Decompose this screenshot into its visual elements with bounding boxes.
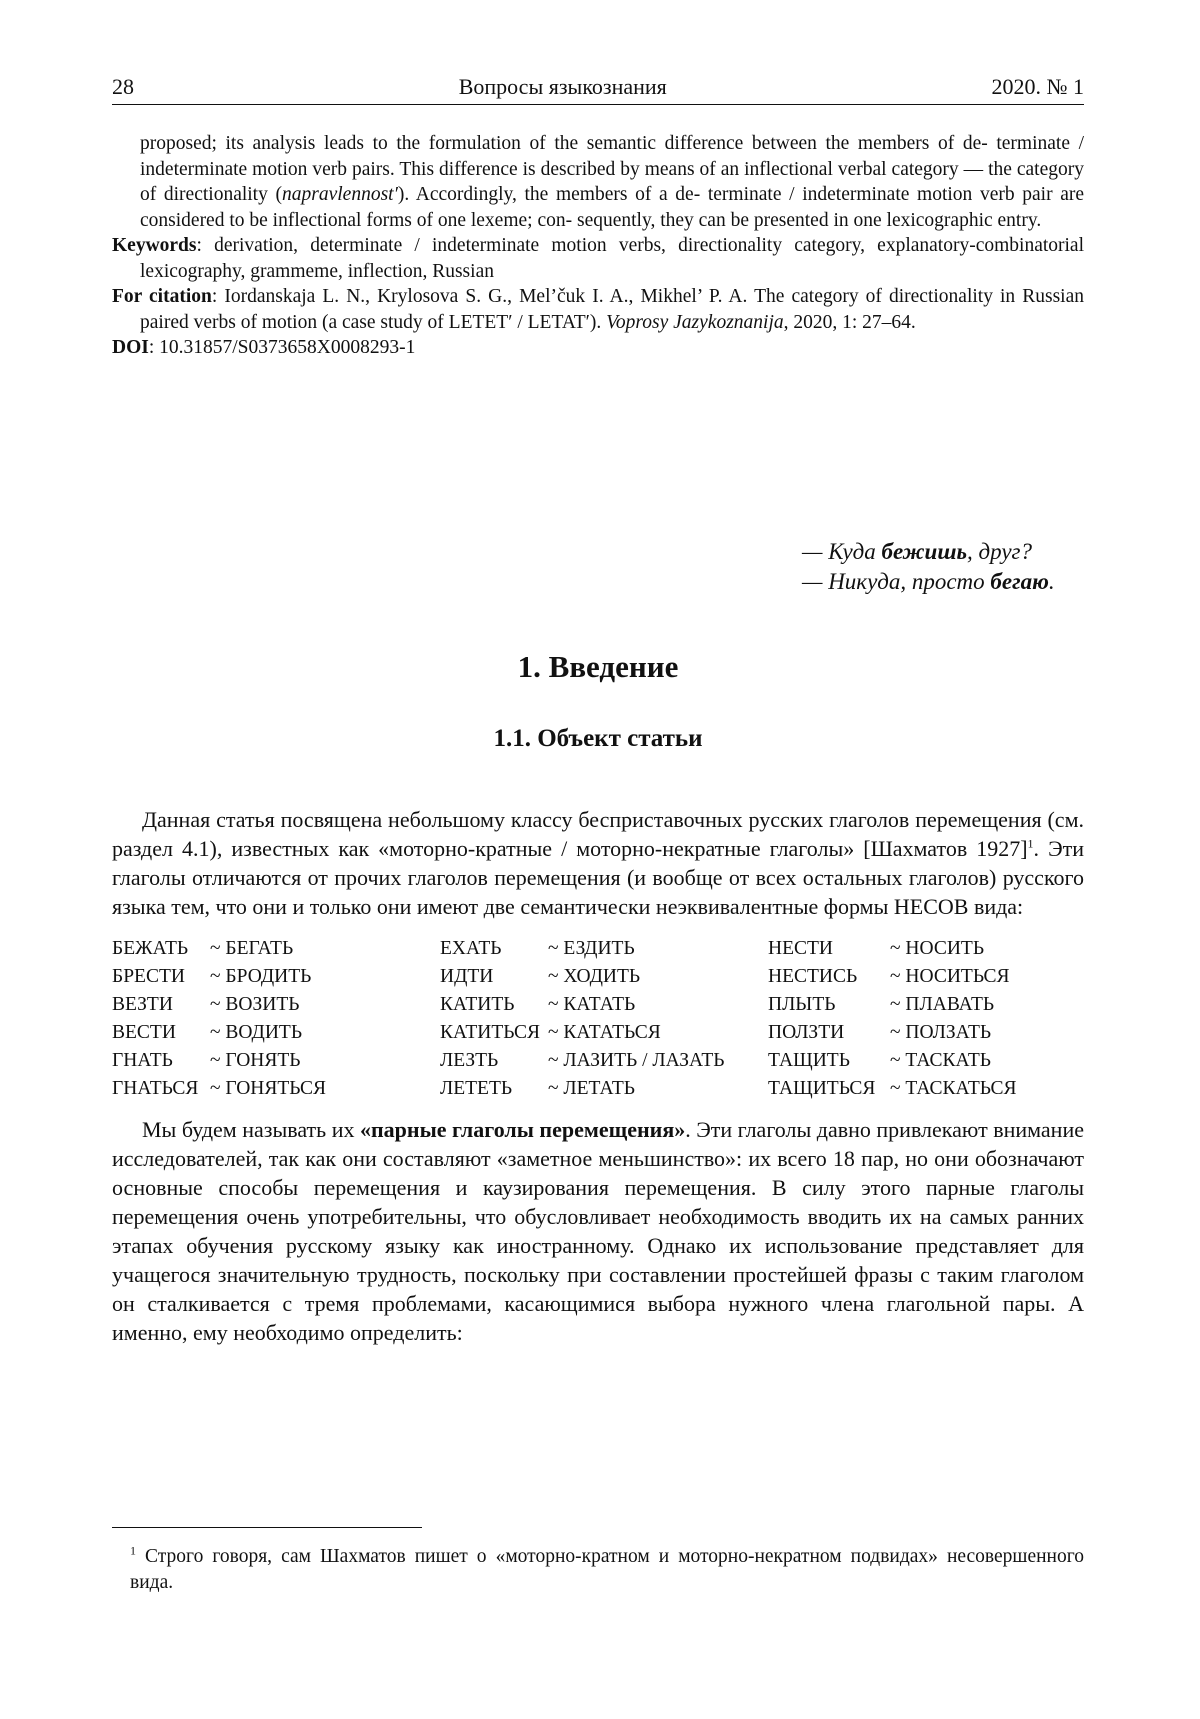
determinate-verb: БЕЖАТЬ bbox=[112, 937, 189, 959]
page-number: 28 bbox=[112, 74, 134, 99]
verb-pair bbox=[440, 963, 724, 991]
indeterminate-verb: ~ ЛЕТАТЬ bbox=[548, 1077, 635, 1099]
section-title: 1. Введение bbox=[517, 648, 679, 684]
citation-journal: Voprosy Jazykoznanija bbox=[606, 311, 784, 333]
indeterminate-verb: ~ ПЛАВАТЬ bbox=[890, 993, 995, 1015]
issue-number: 2020. № 1 bbox=[991, 74, 1084, 99]
doi bbox=[112, 335, 1084, 361]
determinate-verb: ЛЕТЕТЬ bbox=[440, 1077, 513, 1099]
verb-pair bbox=[440, 935, 724, 963]
verb-pair bbox=[440, 1075, 724, 1103]
indeterminate-verb: ~ ЕЗДИТЬ bbox=[548, 937, 635, 959]
determinate-verb: ТАЩИТЬ bbox=[768, 1049, 850, 1071]
citation bbox=[112, 284, 1084, 335]
indeterminate-verb: ~ ВОДИТЬ bbox=[210, 1021, 303, 1043]
indeterminate-verb: ~ ХОДИТЬ bbox=[548, 965, 641, 987]
verb-pair bbox=[768, 991, 1017, 1019]
verb-pair bbox=[768, 1075, 1017, 1103]
page bbox=[112, 74, 1084, 1347]
indeterminate-verb: ~ БРОДИТЬ bbox=[210, 965, 312, 987]
indeterminate-verb: ~ ТАСКАТЬСЯ bbox=[890, 1077, 1017, 1099]
determinate-verb: ТАЩИТЬСЯ bbox=[768, 1077, 876, 1099]
determinate-verb: КАТИТЬСЯ bbox=[440, 1021, 541, 1043]
subsection-title: 1.1. Объект статьи bbox=[493, 724, 703, 752]
paragraph-2: Мы будем называть их «парные глаголы перемещения». Эти глаголы давно привлекают внимание исследователей, так как они составляют «заметное меньшинство»: их всего 18 пар, но они обозначают основные способы перемещения и каузирования перемещения. В силу этого парные глаголы перемещения очень употребительны, что обусловливает необходимость вводить их на самых ранних этапах обучения русскому языку как иностранному. Однако их использование представляет для учащегося значительную трудность, поскольку при составлении простейшей фразы с таким глаголом он сталкивается с тремя проблемами, касающимися выбора нужного члена глагольной пары. А именно, ему необходимо определить: bbox=[112, 1116, 1084, 1345]
verb-column-3 bbox=[768, 935, 1017, 1103]
term-highlight: «парные глаголы перемещения» bbox=[359, 1116, 686, 1142]
footnote-text: Строго говоря, сам Шахматов пишет о «моторно-кратном и моторно-некратном подвидах» несовершенного вида. bbox=[130, 1546, 1084, 1593]
determinate-verb: КАТИТЬ bbox=[440, 993, 515, 1015]
verb-pair bbox=[768, 963, 1017, 991]
verb-pair bbox=[112, 963, 326, 991]
epigraph-line-2: — Никуда, просто бегаю. bbox=[802, 568, 1055, 594]
epigraph-line-1: — Куда бежишь, друг? bbox=[802, 538, 1033, 564]
running-header bbox=[112, 74, 1084, 105]
citation-tail: , 2020, 1: 27–64. bbox=[783, 311, 916, 333]
indeterminate-verb: ~ ВОЗИТЬ bbox=[210, 993, 300, 1015]
determinate-verb: ВЕЗТИ bbox=[112, 993, 173, 1015]
epigraph bbox=[802, 537, 1084, 597]
abstract-block bbox=[112, 131, 1084, 361]
journal-title: Вопросы языкознания bbox=[458, 74, 667, 99]
determinate-verb: ПЛЫТЬ bbox=[768, 993, 836, 1015]
paragraph-1: Данная статья посвящена небольшому классу бесприставочных русских глаголов перемещения (см. раздел 4.1), известных как «моторно-кратные / моторно-некратные глаголы» [Шахматов 1927]$^1$. Эти глаголы отличаются от прочих глаголов перемещения (и вообще от всех остальных глаголов) русского языка тем, что они и только они имеют две семантически неэквивалентные формы НЕСОВ вида: bbox=[112, 806, 1084, 919]
verb-pairs-list bbox=[112, 935, 1084, 1105]
verb-pair bbox=[112, 991, 326, 1019]
indeterminate-verb: ~ НОСИТЬ bbox=[890, 937, 985, 959]
determinate-verb: НЕСТИСЬ bbox=[768, 965, 858, 987]
keywords-label: Keywords bbox=[112, 235, 197, 256]
keywords-text: : derivation, determinate / indeterminate motion verbs, directionality category, explanatory-combinatorial lexicography, grammeme, inflection, Russian bbox=[140, 235, 1084, 282]
footnote bbox=[112, 1544, 1084, 1596]
indeterminate-verb: ~ ПОЛЗАТЬ bbox=[890, 1021, 992, 1043]
verb-column-1 bbox=[112, 935, 326, 1103]
determinate-verb: ГНАТЬСЯ bbox=[112, 1077, 199, 1099]
indeterminate-verb: ~ ЛАЗИТЬ / ЛАЗАТЬ bbox=[548, 1049, 725, 1071]
keywords bbox=[112, 233, 1084, 284]
citation-label: For citation bbox=[112, 286, 212, 307]
indeterminate-verb: ~ КАТАТЬСЯ bbox=[548, 1021, 661, 1043]
verb-pair bbox=[768, 1047, 1017, 1075]
verb-pair bbox=[112, 935, 326, 963]
abstract-continuation: proposed; its analysis leads to the formulation of the semantic difference between the members of de- terminate / indeterminate motion verb pairs. This difference is described by means of an inflectional verbal category — the category of directionality (napravlennost′). Accordingly, the members of a de- terminate / indeterminate motion verb pair are considered to be inflectional forms of one lexeme; con- sequently, they can be presented in one lexicographic entry. bbox=[140, 133, 1085, 231]
verb-pair bbox=[112, 1019, 326, 1047]
determinate-verb: ГНАТЬ bbox=[112, 1049, 173, 1071]
indeterminate-verb: ~ ГОНЯТЬСЯ bbox=[210, 1077, 327, 1099]
verb-pair bbox=[768, 935, 1017, 963]
determinate-verb: БРЕСТИ bbox=[112, 965, 185, 987]
verb-pair bbox=[440, 991, 724, 1019]
indeterminate-verb: ~ ГОНЯТЬ bbox=[210, 1049, 301, 1071]
determinate-verb: ЛЕЗТЬ bbox=[440, 1049, 499, 1071]
footnote-ref[interactable]: 1 bbox=[1027, 836, 1034, 851]
determinate-verb: ПОЛЗТИ bbox=[768, 1021, 845, 1043]
verb-pair bbox=[768, 1019, 1017, 1047]
verb-pair bbox=[440, 1019, 724, 1047]
determinate-verb: ВЕСТИ bbox=[112, 1021, 176, 1043]
verb-pair bbox=[112, 1047, 326, 1075]
determinate-verb: НЕСТИ bbox=[768, 937, 833, 959]
footnote-marker: 1 bbox=[130, 1543, 136, 1558]
determinate-verb: ИДТИ bbox=[440, 965, 494, 987]
citation-text: : Iordanskaja L. N., Krylosova S. G., Mel’čuk I. A., Mikhel’ P. A. The category of directionality in Russian paired verbs of motion (a case study of LETET′ / LETAT′). bbox=[140, 286, 1084, 333]
indeterminate-verb: ~ ТАСКАТЬ bbox=[890, 1049, 991, 1071]
doi-label: DOI bbox=[112, 337, 149, 358]
verb-column-2 bbox=[440, 935, 724, 1103]
footnote-divider bbox=[112, 1527, 422, 1528]
verb-pair bbox=[440, 1047, 724, 1075]
doi-text: : 10.31857/S0373658X0008293-1 bbox=[148, 337, 416, 358]
verb-pair bbox=[112, 1075, 326, 1103]
indeterminate-verb: ~ БЕГАТЬ bbox=[210, 937, 294, 959]
indeterminate-verb: ~ КАТАТЬ bbox=[548, 993, 636, 1015]
determinate-verb: ЕХАТЬ bbox=[440, 937, 502, 959]
indeterminate-verb: ~ НОСИТЬСЯ bbox=[890, 965, 1010, 987]
